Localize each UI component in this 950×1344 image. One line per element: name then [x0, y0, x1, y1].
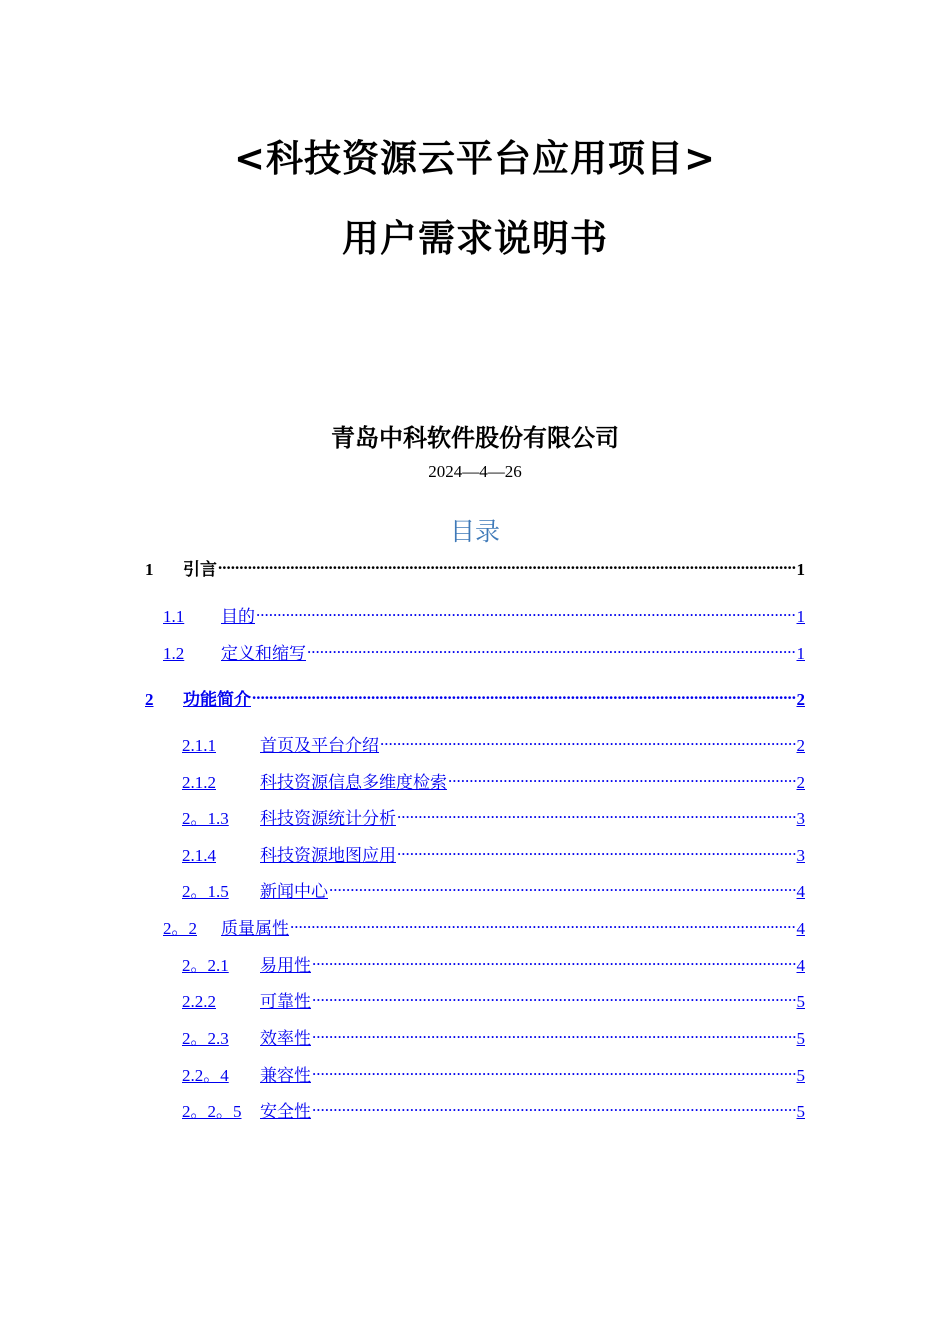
toc-entry-page: 5	[796, 1102, 805, 1121]
toc-leader-dots	[448, 766, 796, 788]
toc-entry-number: 2.2.2	[182, 992, 216, 1011]
toc-entry-page: 4	[796, 882, 805, 901]
toc-entry-1[interactable]	[145, 553, 805, 581]
toc-entry-page: 2	[796, 736, 805, 755]
toc-entry-2-2-3[interactable]	[182, 1022, 805, 1050]
toc-entry-2-1-5[interactable]	[182, 875, 805, 903]
toc-leader-dots	[218, 553, 796, 575]
toc-entry-2-2[interactable]	[163, 912, 805, 940]
toc-entry-2-2-2[interactable]	[182, 985, 805, 1013]
toc-leader-dots	[312, 985, 796, 1007]
toc-entry-number: 2.1.2	[182, 773, 216, 792]
toc-entry-page: 4	[796, 956, 805, 975]
toc-entry-number: 2。2	[163, 919, 197, 938]
toc-entry-page: 5	[796, 992, 805, 1011]
toc-entry-page: 4	[796, 919, 805, 938]
toc-entry-title: 质量属性	[221, 919, 289, 938]
toc-entry-title: 科技资源统计分析	[260, 809, 396, 828]
toc-entry-2-2-4[interactable]	[182, 1059, 805, 1087]
toc-heading: 目录	[449, 517, 500, 546]
toc-entry-2-2-5[interactable]	[182, 1095, 805, 1123]
toc-leader-dots	[312, 1059, 796, 1081]
toc-leader-dots	[312, 1022, 796, 1044]
toc-entry-2-1-3[interactable]	[182, 802, 805, 830]
toc-entry-page: 5	[796, 1066, 805, 1085]
document-date: 2024—4—26	[428, 462, 522, 481]
toc-entry-number: 2	[145, 690, 154, 709]
toc-entry-number: 2。2.1	[182, 956, 229, 975]
toc-entry-title: 科技资源信息多维度检索	[260, 773, 447, 792]
toc-entry-2-2-1[interactable]	[182, 949, 805, 977]
toc-entry-title: 易用性	[260, 956, 311, 975]
toc-entry-number: 1.1	[163, 607, 185, 626]
toc-leader-dots	[397, 839, 796, 861]
toc-entry-title: 功能简介	[183, 690, 251, 709]
toc-entry-1-2[interactable]	[163, 637, 805, 665]
toc-entry-title: 安全性	[260, 1102, 311, 1121]
toc-entry-number: 1	[145, 560, 154, 579]
toc-leader-dots	[397, 802, 796, 824]
toc-entry-page: 2	[796, 773, 805, 792]
toc-entry-2-1-2[interactable]	[182, 766, 805, 794]
toc-entry-title: 定义和缩写	[221, 644, 306, 663]
toc-entry-2-1-1[interactable]	[182, 729, 805, 757]
toc-entry-title: 引言	[183, 560, 217, 579]
toc-entry-title: 新闻中心	[260, 882, 328, 901]
toc-leader-dots	[290, 912, 796, 934]
toc-leader-dots	[312, 1095, 796, 1117]
toc-entry-2[interactable]	[145, 683, 805, 711]
toc-entry-page: 3	[796, 846, 805, 865]
document-title-line-2: 用户需求说明书	[342, 217, 608, 260]
toc-entry-title: 科技资源地图应用	[260, 846, 396, 865]
toc-entry-title: 可靠性	[260, 992, 311, 1011]
toc-leader-dots	[380, 729, 796, 751]
toc-entry-title: 首页及平台介绍	[260, 736, 379, 755]
toc-entry-number: 2。2.3	[182, 1029, 229, 1048]
toc-entry-page: 3	[796, 809, 805, 828]
toc-entry-number: 2。1.5	[182, 882, 229, 901]
toc-leader-dots	[307, 637, 796, 659]
toc-entry-page: 1	[796, 560, 805, 579]
toc-entry-2-1-4[interactable]	[182, 839, 805, 867]
document-title-line-1: <科技资源云平台应用项目>	[233, 137, 716, 180]
toc-entry-page: 1	[796, 607, 805, 626]
toc-entry-number: 2。1.3	[182, 809, 229, 828]
toc-leader-dots	[252, 683, 796, 705]
toc-entry-title: 效率性	[260, 1029, 311, 1048]
toc-leader-dots	[256, 600, 796, 622]
toc-entry-title: 兼容性	[260, 1066, 311, 1085]
toc-entry-number: 1.2	[163, 644, 185, 663]
toc-entry-page: 1	[796, 644, 805, 663]
toc-entry-number: 2.1.1	[182, 736, 216, 755]
company-name: 青岛中科软件股份有限公司	[331, 424, 619, 452]
toc-entry-page: 2	[796, 690, 805, 709]
toc-entry-title: 目的	[221, 607, 255, 626]
toc-leader-dots	[329, 875, 796, 897]
toc-entry-number: 2.1.4	[182, 846, 216, 865]
toc-entry-page: 5	[796, 1029, 805, 1048]
toc-entry-number: 2.2。4	[182, 1066, 229, 1085]
toc-leader-dots	[312, 949, 796, 971]
toc-entry-1-1[interactable]	[163, 600, 805, 628]
toc-entry-number: 2。2。5	[182, 1102, 242, 1121]
